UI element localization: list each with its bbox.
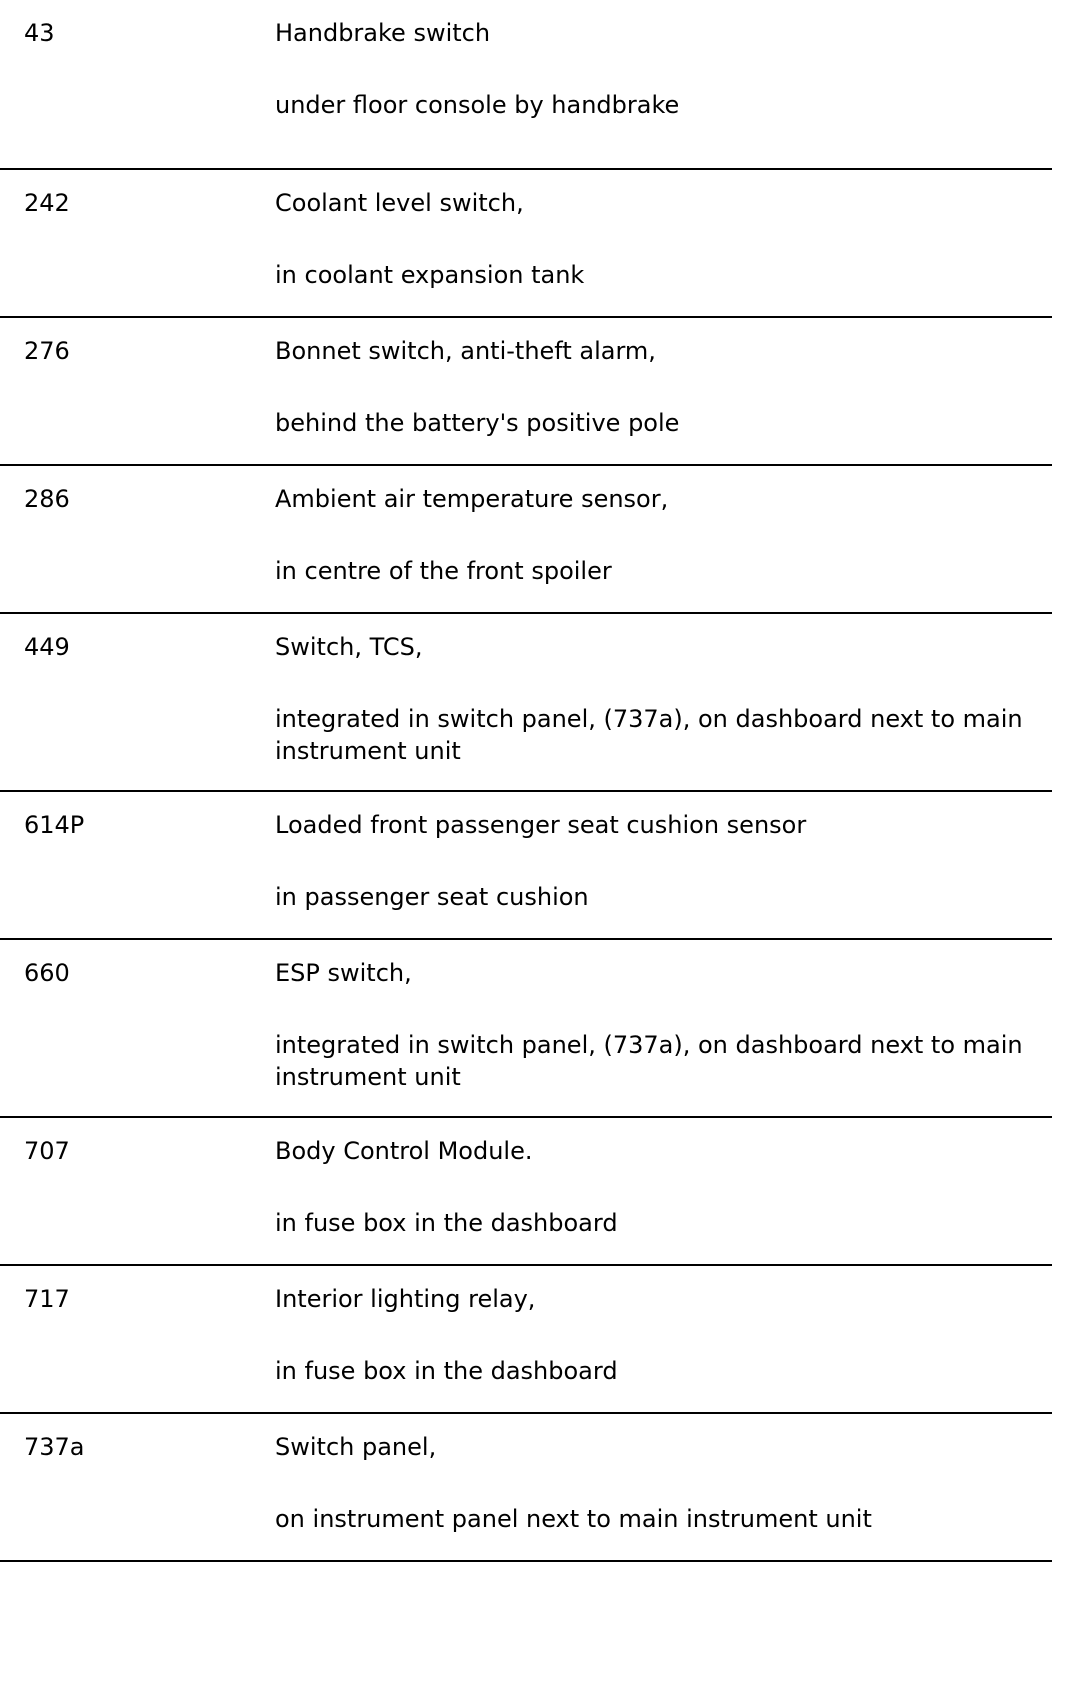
component-location: integrated in switch panel, (737a), on dashboard next to main instrument unit [275, 1031, 1023, 1091]
table-row [0, 792, 1052, 940]
component-location: behind the battery's positive pole [275, 409, 680, 437]
table-row [0, 0, 1052, 170]
component-location: under floor console by handbrake [275, 91, 680, 119]
component-location: in centre of the front spoiler [275, 557, 612, 585]
component-location: integrated in switch panel, (737a), on dashboard next to main instrument unit [275, 705, 1023, 765]
table-row [0, 1266, 1052, 1414]
component-code: 449 [24, 633, 70, 661]
component-name: ESP switch, [275, 959, 412, 987]
component-code: 276 [24, 337, 70, 365]
component-location: in fuse box in the dashboard [275, 1209, 618, 1237]
component-name: Switch panel, [275, 1433, 437, 1461]
component-code: 242 [24, 189, 70, 217]
component-code: 737a [24, 1433, 85, 1461]
table-row [0, 1118, 1052, 1266]
component-name: Loaded front passenger seat cushion sensor [275, 811, 807, 839]
component-code: 614P [24, 811, 85, 839]
component-location: in passenger seat cushion [275, 883, 589, 911]
table-row [0, 170, 1052, 318]
table-row [0, 1414, 1052, 1562]
component-location: in fuse box in the dashboard [275, 1357, 618, 1385]
table-row [0, 614, 1052, 792]
component-name: Coolant level switch, [275, 189, 524, 217]
component-code: 660 [24, 959, 70, 987]
table-row [0, 940, 1052, 1118]
component-name: Body Control Module. [275, 1137, 533, 1165]
component-location: on instrument panel next to main instrument unit [275, 1505, 872, 1533]
component-name: Bonnet switch, anti-theft alarm, [275, 337, 656, 365]
component-code: 286 [24, 485, 70, 513]
component-code: 717 [24, 1285, 70, 1313]
component-name: Interior lighting relay, [275, 1285, 536, 1313]
component-name: Handbrake switch [275, 19, 491, 47]
component-name: Ambient air temperature sensor, [275, 485, 669, 513]
component-code: 43 [24, 19, 55, 47]
component-code: 707 [24, 1137, 70, 1165]
table-row [0, 466, 1052, 614]
component-location: in coolant expansion tank [275, 261, 585, 289]
component-name: Switch, TCS, [275, 633, 423, 661]
table-row [0, 318, 1052, 466]
